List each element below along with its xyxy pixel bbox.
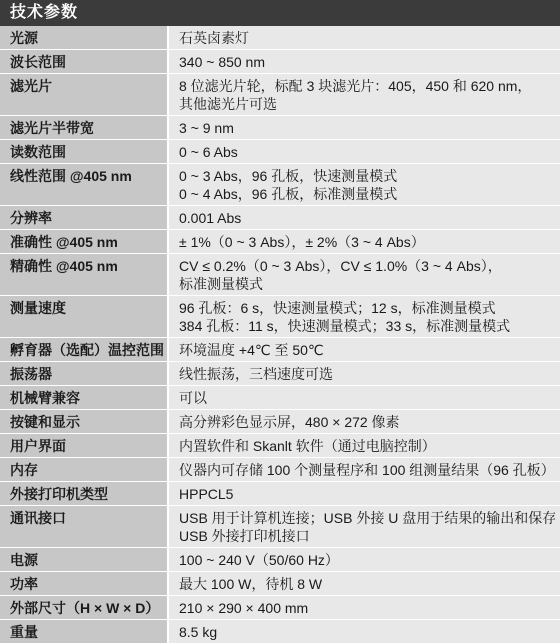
spec-value-line: 210 × 290 × 400 mm xyxy=(179,600,309,616)
spec-row xyxy=(0,338,560,362)
spec-label: 外部尺寸（H × W × D） xyxy=(0,596,168,620)
spec-value-line: 384 孔板：11 s，快速测量模式；33 s，标准测量模式 xyxy=(179,318,511,334)
spec-label: 外接打印机类型 xyxy=(0,482,168,506)
spec-value-line: 环境温度 +4℃ 至 50℃ xyxy=(179,342,324,358)
spec-row xyxy=(0,434,560,458)
spec-row xyxy=(0,254,560,296)
spec-value-line: 线性振荡，三档速度可选 xyxy=(179,366,333,382)
spec-value xyxy=(168,164,560,206)
spec-row xyxy=(0,50,560,74)
spec-label: 孵育器（选配）温控范围 xyxy=(0,338,168,362)
spec-value xyxy=(168,50,560,74)
spec-label: 滤光片半带宽 xyxy=(0,116,168,140)
spec-value-line: 8.5 kg xyxy=(179,624,218,640)
spec-label: 内存 xyxy=(0,458,168,482)
spec-value-line: 内置软件和 Skanlt 软件（通过电脑控制） xyxy=(179,438,436,454)
spec-value-line: USB 用于计算机连接；USB 外接 U 盘用于结果的输出和保存 xyxy=(179,510,557,526)
spec-value xyxy=(168,74,560,116)
spec-row xyxy=(0,74,560,116)
spec-value-line: CV ≤ 0.2%（0 ~ 3 Abs），CV ≤ 1.0%（3 ~ 4 Abs）， xyxy=(179,258,502,274)
spec-row xyxy=(0,296,560,338)
spec-label: 准确性 @405 nm xyxy=(0,230,168,254)
spec-row xyxy=(0,206,560,230)
spec-value xyxy=(168,230,560,254)
spec-value xyxy=(168,572,560,596)
spec-label: 功率 xyxy=(0,572,168,596)
spec-value-line: 3 ~ 9 nm xyxy=(179,120,234,136)
spec-label: 电源 xyxy=(0,548,168,572)
spec-row xyxy=(0,230,560,254)
spec-label: 波长范围 xyxy=(0,50,168,74)
spec-value-line: 0 ~ 6 Abs xyxy=(179,144,238,160)
spec-value-line: 0 ~ 3 Abs，96 孔板，快速测量模式 xyxy=(179,168,398,184)
spec-row xyxy=(0,386,560,410)
spec-value-line: 标准测量模式 xyxy=(179,276,263,292)
spec-label: 线性范围 @405 nm xyxy=(0,164,168,206)
spec-row xyxy=(0,164,560,206)
spec-value xyxy=(168,482,560,506)
spec-row xyxy=(0,458,560,482)
spec-label: 精确性 @405 nm xyxy=(0,254,168,296)
spec-value xyxy=(168,548,560,572)
spec-value xyxy=(168,26,560,50)
spec-row xyxy=(0,620,560,644)
spec-value-line: 96 孔板：6 s，快速测量模式；12 s，标准测量模式 xyxy=(179,300,496,316)
spec-label: 滤光片 xyxy=(0,74,168,116)
spec-value xyxy=(168,116,560,140)
spec-label: 分辨率 xyxy=(0,206,168,230)
spec-label: 机械臂兼容 xyxy=(0,386,168,410)
spec-value-line: 100 ~ 240 V（50/60 Hz） xyxy=(179,552,339,568)
spec-table-body xyxy=(0,26,560,644)
spec-value xyxy=(168,458,560,482)
spec-value-line: 340 ~ 850 nm xyxy=(179,54,266,70)
spec-label: 通讯接口 xyxy=(0,506,168,548)
spec-label: 重量 xyxy=(0,620,168,644)
spec-label: 用户界面 xyxy=(0,434,168,458)
section-title: 技术参数 xyxy=(0,0,560,26)
spec-table xyxy=(0,26,560,644)
spec-row xyxy=(0,572,560,596)
spec-value-line: ± 1%（0 ~ 3 Abs），± 2%（3 ~ 4 Abs） xyxy=(179,234,425,250)
spec-value xyxy=(168,620,560,644)
spec-value xyxy=(168,140,560,164)
spec-label: 测量速度 xyxy=(0,296,168,338)
spec-value xyxy=(168,434,560,458)
spec-row xyxy=(0,362,560,386)
spec-value xyxy=(168,206,560,230)
spec-row xyxy=(0,506,560,548)
spec-value-line: 0.001 Abs xyxy=(179,210,242,226)
spec-value-line: 最大 100 W，待机 8 W xyxy=(179,576,323,592)
spec-value-line: 可以 xyxy=(179,390,207,406)
spec-value xyxy=(168,362,560,386)
spec-label: 按键和显示 xyxy=(0,410,168,434)
spec-value xyxy=(168,296,560,338)
spec-row xyxy=(0,482,560,506)
spec-row xyxy=(0,26,560,50)
spec-value xyxy=(168,338,560,362)
spec-value-line: 0 ~ 4 Abs，96 孔板，标准测量模式 xyxy=(179,186,398,202)
spec-value-line: HPPCL5 xyxy=(179,486,234,502)
spec-value xyxy=(168,254,560,296)
spec-label: 读数范围 xyxy=(0,140,168,164)
spec-value-line: 其他滤光片可选 xyxy=(179,96,277,112)
spec-value-line: 石英卤素灯 xyxy=(179,30,249,46)
spec-value xyxy=(168,410,560,434)
spec-value-line: 8 位滤光片轮，标配 3 块滤光片：405，450 和 620 nm， xyxy=(179,78,532,94)
spec-value-line: 仪器内可存储 100 个测量程序和 100 组测量结果（96 孔板） xyxy=(179,462,555,478)
spec-label: 光源 xyxy=(0,26,168,50)
spec-value-line: USB 外接打印机接口 xyxy=(179,528,310,544)
spec-value-line: 高分辨彩色显示屏，480 × 272 像素 xyxy=(179,414,400,430)
spec-row xyxy=(0,116,560,140)
spec-value xyxy=(168,506,560,548)
spec-row xyxy=(0,410,560,434)
spec-row xyxy=(0,548,560,572)
spec-label: 振荡器 xyxy=(0,362,168,386)
spec-value xyxy=(168,386,560,410)
spec-row xyxy=(0,140,560,164)
